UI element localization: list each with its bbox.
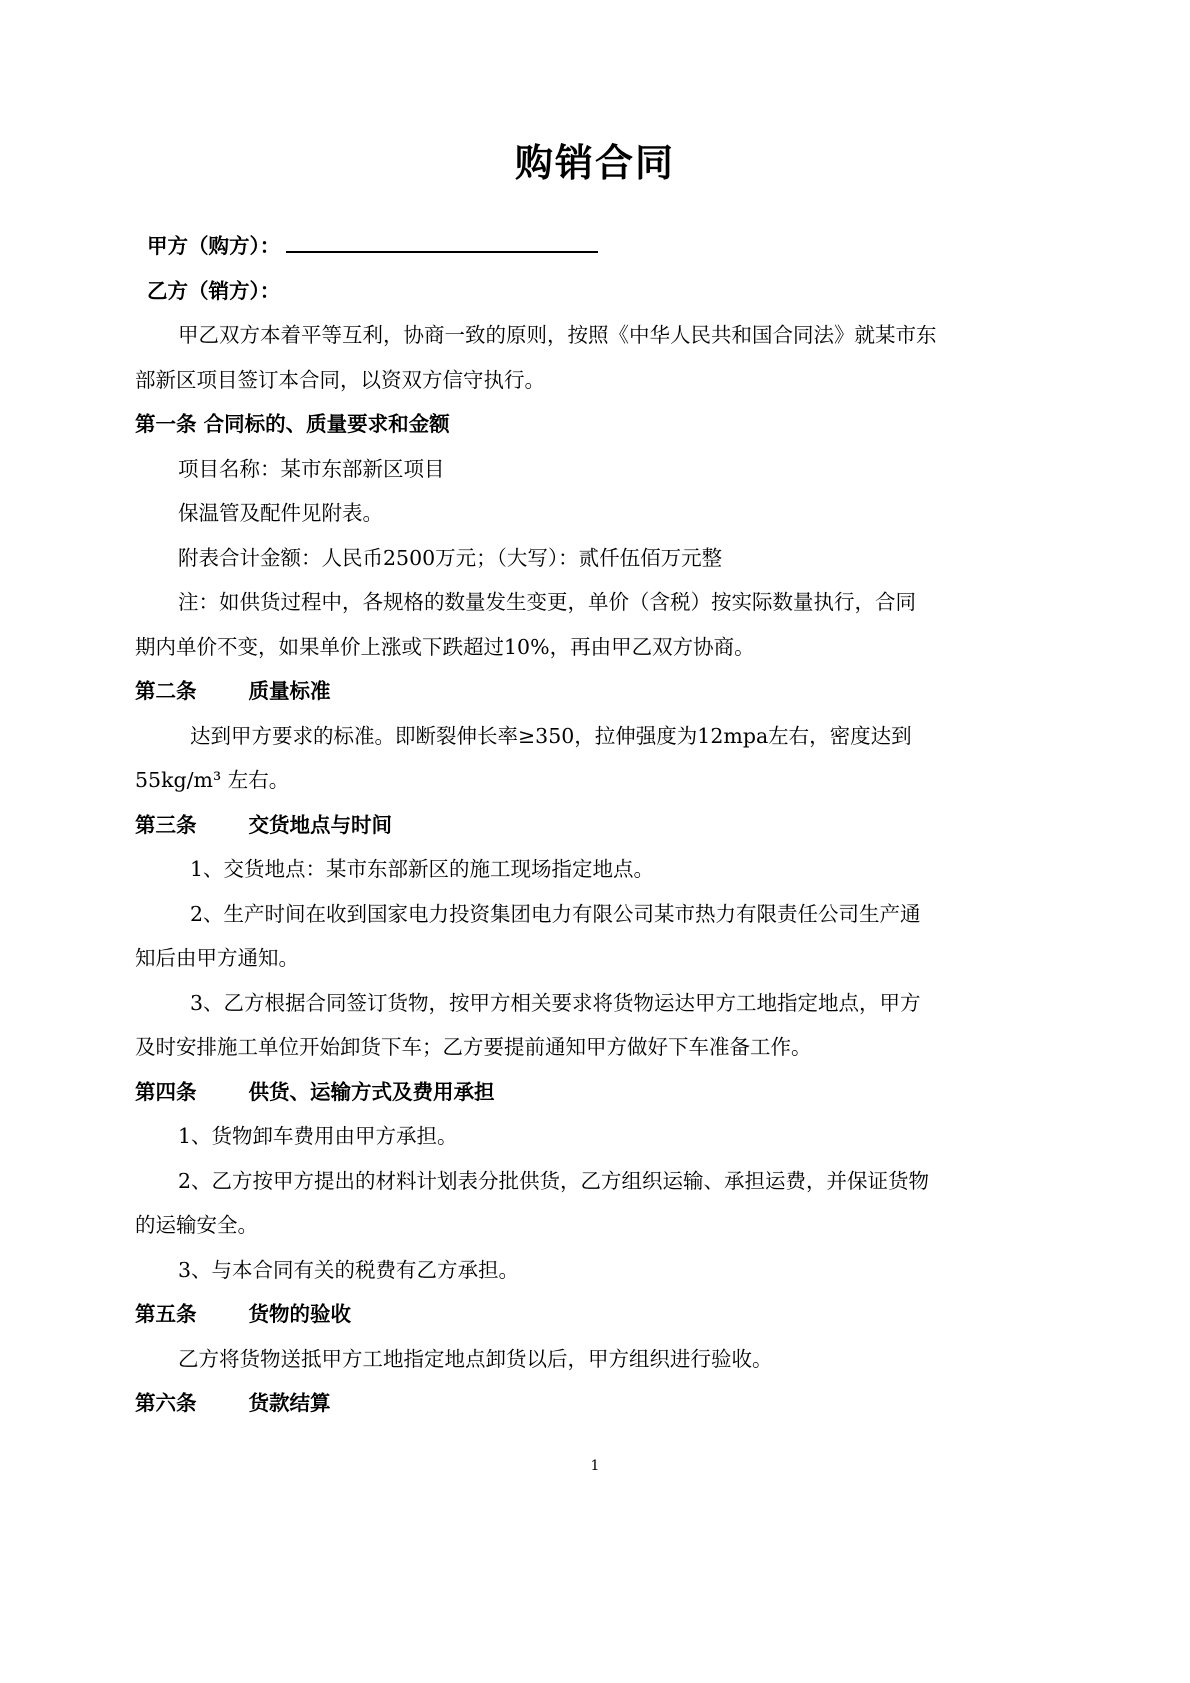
total-amount: 附表合计金额：人民币2500万元；（大写）：贰仟伍佰万元整 (178, 545, 723, 570)
intro-line-1: 甲乙双方本着平等互利，协商一致的原则，按照《中华人民共和国合同法》就某市东 (178, 323, 937, 347)
article-3-heading (135, 803, 995, 848)
party-b-label: 乙方（销方）： (147, 278, 281, 303)
price-note-line-1: 注：如供货过程中，各规格的数量发生变更，单价（含税）按实际数量执行，合同 (178, 590, 916, 614)
document-title: 购销合同 (514, 141, 675, 185)
article-5-heading (135, 1292, 995, 1337)
party-a-label: 甲方（购方）： (147, 234, 281, 258)
delivery-terms-line-1: 3、乙方根据合同签订货物，按甲方相关要求将货物运达甲方工地指定地点，甲方 (190, 990, 921, 1015)
article-name: 交货地点与时间 (248, 812, 392, 837)
article-name: 货物的验收 (248, 1302, 351, 1326)
production-time-line-1: 2、生产时间在收到国家电力投资集团电力有限公司某市热力有限责任公司生产通 (190, 901, 921, 926)
article-2-heading (135, 669, 995, 714)
article-number: 第三条 (135, 812, 197, 837)
delivery-terms-line-2: 及时安排施工单位开始卸货下车；乙方要提前通知甲方做好下车准备工作。 (135, 1035, 812, 1059)
acceptance-clause: 乙方将货物送抵甲方工地指定地点卸货以后，甲方组织进行验收。 (178, 1346, 773, 1371)
party-a-line (135, 224, 995, 269)
article-number: 第四条 (135, 1079, 197, 1104)
tax-clause: 3、与本合同有关的税费有乙方承担。 (178, 1257, 520, 1282)
article-number: 第六条 (135, 1391, 197, 1415)
article-6-heading (135, 1381, 995, 1426)
quality-line-2: 55kg/m³ 左右。 (135, 768, 290, 792)
quality-line-1: 达到甲方要求的标准。即断裂伸长率≥350，拉伸强度为12mpa左右，密度达到 (190, 723, 912, 748)
project-name: 项目名称：某市东部新区项目 (178, 456, 445, 481)
article-name: 供货、运输方式及费用承担 (248, 1079, 495, 1104)
article-4-heading (135, 1070, 995, 1115)
article-name: 质量标准 (248, 679, 331, 703)
production-time-line-2: 知后由甲方通知。 (135, 946, 299, 970)
party-a-blank[interactable] (286, 225, 598, 253)
article-number: 第五条 (135, 1302, 197, 1326)
page-number: 1 (590, 1458, 600, 1474)
transport-line-1: 2、乙方按甲方提出的材料计划表分批供货，乙方组织运输、承担运费，并保证货物 (178, 1168, 930, 1193)
intro-line-2: 部新区项目签订本合同，以资双方信守执行。 (135, 367, 545, 392)
unloading-cost: 1、货物卸车费用由甲方承担。 (178, 1124, 458, 1148)
article-name: 货款结算 (248, 1391, 331, 1415)
article-1-heading: 第一条 合同标的、质量要求和金额 (135, 412, 450, 436)
transport-line-2: 的运输安全。 (135, 1213, 258, 1237)
delivery-place: 1、交货地点：某市东部新区的施工现场指定地点。 (190, 857, 655, 881)
price-note-line-2: 期内单价不变，如果单价上涨或下跌超过10%，再由甲乙双方协商。 (135, 634, 755, 659)
contract-body (135, 224, 995, 1426)
article-number: 第二条 (135, 679, 197, 703)
items-note: 保温管及配件见附表。 (178, 501, 383, 525)
